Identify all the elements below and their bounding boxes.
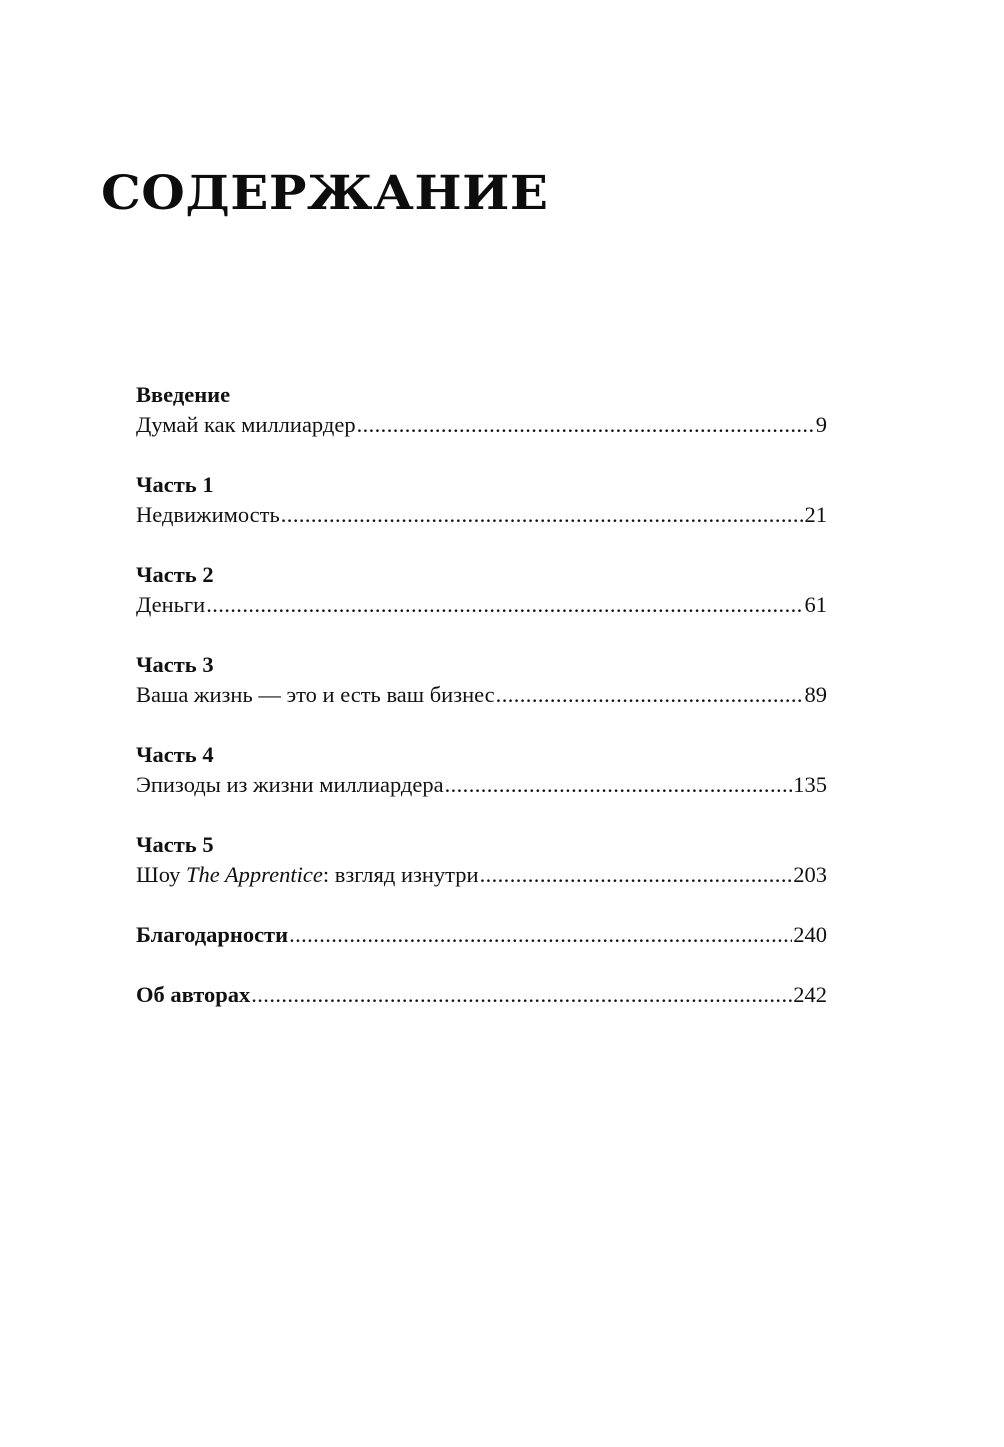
toc-section-about-authors: [136, 980, 827, 1010]
dot-leader: [289, 920, 792, 950]
toc-entry-title: [136, 860, 479, 890]
toc-entry-title: Об авторах: [136, 982, 251, 1007]
toc-entry[interactable]: [136, 920, 827, 950]
dot-leader: [357, 410, 815, 440]
toc-entry-title: Ваша жизнь — это и есть ваш бизнес: [136, 682, 495, 707]
toc-section-label: Часть 2: [136, 562, 214, 587]
toc-page-number: 89: [804, 682, 827, 707]
toc-entry[interactable]: [136, 500, 827, 530]
dot-leader: [251, 980, 792, 1010]
toc-section-part-2: [136, 560, 827, 620]
toc-section-label: Часть 1: [136, 472, 214, 497]
toc-page-number: 240: [793, 922, 827, 947]
toc-entry-title: Недвижимость: [136, 502, 280, 527]
dot-leader: [480, 860, 793, 890]
toc-entry[interactable]: [136, 980, 827, 1010]
toc-section-label: Часть 3: [136, 652, 214, 677]
toc-page-number: 203: [793, 862, 827, 887]
toc-entry-title: Эпизоды из жизни миллиардера: [136, 772, 444, 797]
toc-section-label: Часть 5: [136, 832, 214, 857]
table-of-contents: [136, 380, 827, 1040]
toc-section-introduction: [136, 380, 827, 440]
toc-entry-title: Благодарности: [136, 922, 289, 947]
toc-page-number: 242: [793, 982, 827, 1007]
toc-section-label: Часть 4: [136, 742, 214, 767]
dot-leader: [281, 500, 804, 530]
toc-page-number: 61: [804, 592, 827, 617]
toc-section-label: Введение: [136, 382, 231, 407]
toc-section-acknowledgments: [136, 920, 827, 950]
toc-entry-title: Деньги: [136, 592, 206, 617]
toc-entry[interactable]: [136, 590, 827, 620]
page-title: СОДЕРЖАНИЕ: [101, 164, 549, 221]
dot-leader: [496, 680, 804, 710]
toc-page-number: 21: [804, 502, 827, 527]
toc-section-part-5: [136, 830, 827, 890]
dot-leader: [206, 590, 803, 620]
toc-entry[interactable]: [136, 770, 827, 800]
toc-entry[interactable]: [136, 410, 827, 440]
toc-entry-title-suffix: : взгляд изнутри: [322, 862, 479, 887]
toc-entry[interactable]: [136, 680, 827, 710]
toc-section-part-1: [136, 470, 827, 530]
toc-entry-title: Думай как миллиардер: [136, 412, 356, 437]
dot-leader: [445, 770, 793, 800]
toc-section-part-3: [136, 650, 827, 710]
toc-page-number: 135: [793, 772, 827, 797]
toc-entry-title-prefix: Шоу: [136, 862, 186, 887]
toc-entry[interactable]: [136, 860, 827, 890]
toc-page-number: 9: [815, 412, 827, 437]
show-title-italic: The Apprentice: [185, 862, 323, 887]
toc-section-part-4: [136, 740, 827, 800]
